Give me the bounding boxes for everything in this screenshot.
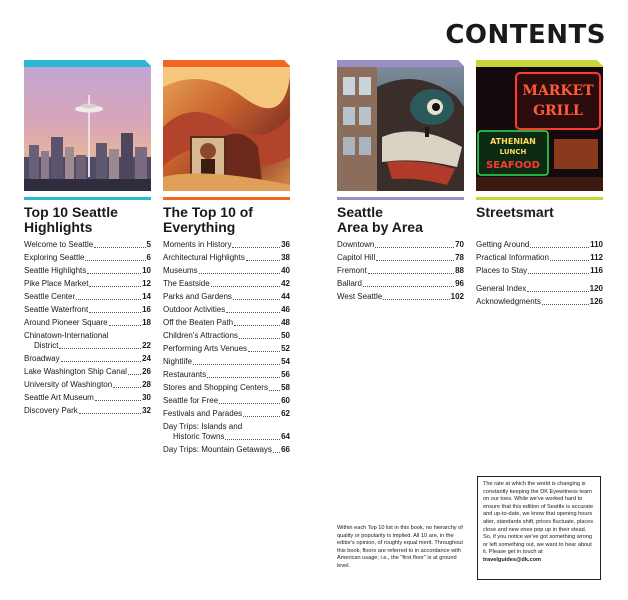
leader-dots: [368, 273, 454, 274]
toc-entry[interactable]: [24, 305, 151, 315]
toc-entry-page: 78: [455, 253, 464, 262]
toc-entry[interactable]: [337, 253, 464, 263]
toc-entry-label: Nightlife: [163, 357, 192, 366]
toc-entry[interactable]: [163, 396, 290, 406]
toc-entry-continued[interactable]: [24, 341, 151, 351]
leader-dots: [527, 291, 588, 292]
toc-entry[interactable]: [24, 240, 151, 250]
section-top10-everything: [163, 60, 290, 458]
toc-entry-label: Architectural Highlights: [163, 253, 245, 262]
toc-list: [24, 240, 151, 416]
toc-entry-label: Museums: [163, 266, 198, 275]
toc-entry[interactable]: [24, 279, 151, 289]
toc-entry[interactable]: [24, 253, 151, 263]
toc-entry-page: 102: [450, 292, 464, 301]
toc-entry[interactable]: [476, 266, 603, 276]
heading-line: Highlights: [24, 219, 93, 235]
leader-dots: [248, 351, 280, 352]
toc-entry-label: Day Trips: Islands and: [163, 422, 243, 431]
neon-sign-text: GRILL: [533, 103, 583, 119]
leader-dots: [383, 299, 449, 300]
toc-entry[interactable]: [163, 445, 290, 455]
leader-dots: [528, 273, 589, 274]
leader-dots: [550, 260, 589, 261]
toc-entry-label: Seattle Highlights: [24, 266, 87, 275]
toc-entry[interactable]: [24, 354, 151, 364]
toc-entry-label: Broadway: [24, 354, 60, 363]
toc-entry-label: Children's Attractions: [163, 331, 238, 340]
leader-dots: [193, 364, 280, 365]
toc-entry-page: 50: [281, 331, 290, 340]
toc-entry-label: University of Washington: [24, 380, 113, 389]
toc-entry-label: Lake Washington Ship Canal: [24, 367, 127, 376]
toc-entry-label: Discovery Park: [24, 406, 78, 415]
toc-entry-page: 54: [281, 357, 290, 366]
leader-dots: [94, 247, 145, 248]
leader-dots: [375, 247, 454, 248]
page-title: CONTENTS: [445, 20, 606, 50]
heading-line: Seattle: [337, 204, 383, 220]
toc-entry[interactable]: [476, 240, 603, 250]
section-divider: [24, 197, 151, 200]
toc-entry-label: Seattle Waterfront: [24, 305, 89, 314]
toc-entry-label: General Index: [476, 284, 527, 293]
toc-entry[interactable]: [337, 266, 464, 276]
toc-entry-label: Restaurants: [163, 370, 207, 379]
toc-entry[interactable]: [163, 305, 290, 315]
toc-entry-label: Pike Place Market: [24, 279, 89, 288]
toc-entry-page: 112: [590, 253, 603, 262]
leader-dots: [243, 416, 280, 417]
toc-entry[interactable]: [24, 393, 151, 403]
toc-entry-label: Outdoor Activities: [163, 305, 226, 314]
leader-dots: [376, 260, 454, 261]
toc-list: [163, 240, 290, 455]
leader-dots: [219, 403, 280, 404]
toc-entry[interactable]: [337, 240, 464, 250]
leader-dots: [95, 400, 141, 401]
toc-entry-label: The Eastside: [163, 279, 210, 288]
toc-entry-page: 10: [142, 266, 151, 275]
toc-entry[interactable]: [163, 331, 290, 341]
toc-entry-page: 120: [589, 284, 603, 293]
leader-dots: [76, 299, 141, 300]
leader-dots: [211, 286, 280, 287]
neon-sign-text: MARKET: [522, 83, 594, 99]
toc-entry-label: Places to Stay: [476, 266, 528, 275]
section-heading: [163, 205, 290, 239]
toc-entry-page: 66: [281, 445, 290, 454]
toc-entry-page: 62: [281, 409, 290, 418]
toc-entry-label: Seattle Center: [24, 292, 76, 301]
toc-list: [337, 240, 464, 302]
toc-entry-label: Historic Towns: [173, 432, 225, 441]
toc-entry[interactable]: [163, 253, 290, 263]
toc-entry-page: 110: [590, 240, 603, 249]
toc-entry-page: 28: [142, 380, 151, 389]
toc-entry[interactable]: [24, 331, 151, 341]
toc-entry-page: 22: [142, 341, 151, 350]
leader-dots: [199, 273, 280, 274]
section-tab: [337, 60, 464, 67]
leader-dots: [273, 452, 280, 453]
heading-line: Everything: [163, 219, 236, 235]
section-divider: [476, 197, 603, 200]
toc-entry-page: 30: [142, 393, 151, 402]
toc-entry-page: 58: [281, 383, 290, 392]
leader-dots: [232, 247, 280, 248]
toc-entry[interactable]: [24, 292, 151, 302]
toc-entry[interactable]: [24, 367, 151, 377]
leader-dots: [234, 325, 280, 326]
toc-entry-page: 116: [590, 266, 603, 275]
toc-entry-label: Exploring Seattle: [24, 253, 85, 262]
heading-line: Top 10 Seattle: [24, 204, 118, 220]
neon-signs-photo: [476, 67, 603, 191]
toc-entry-page: 36: [281, 240, 290, 249]
neon-sign-text: LUNCH: [499, 148, 527, 156]
toc-entry-continued[interactable]: [163, 432, 290, 442]
leader-dots: [87, 273, 141, 274]
toc-entry-page: 38: [281, 253, 290, 262]
neon-sign-text: ATHENIAN: [490, 137, 536, 146]
toc-entry[interactable]: [163, 409, 290, 419]
leader-dots: [269, 390, 280, 391]
toc-entry-page: 126: [589, 297, 603, 306]
toc-entry-label: Day Trips: Mountain Getaways: [163, 445, 272, 454]
toc-entry-label: Seattle for Free: [163, 396, 219, 405]
heading-line: The Top 10 of: [163, 204, 253, 220]
leader-dots: [89, 312, 141, 313]
toc-entry[interactable]: [163, 279, 290, 289]
heading-line: Streetsmart: [476, 204, 554, 220]
toc-entry-label: Capitol Hill: [337, 253, 376, 262]
toc-entry-page: 60: [281, 396, 290, 405]
section-tab: [24, 60, 151, 67]
toc-entry-page: 44: [281, 292, 290, 301]
toc-entry[interactable]: [163, 240, 290, 250]
section-heading: [24, 205, 151, 239]
toc-entry[interactable]: [163, 357, 290, 367]
toc-entry-page: 16: [142, 305, 151, 314]
toc-entry[interactable]: [24, 318, 151, 328]
toc-entry[interactable]: [163, 318, 290, 328]
toc-entry-page: 64: [281, 432, 290, 441]
leader-dots: [542, 304, 589, 305]
toc-entry[interactable]: [163, 422, 290, 432]
leader-dots: [85, 260, 145, 261]
space-needle-skyline-photo: [24, 67, 151, 191]
section-heading: [337, 205, 464, 239]
section-divider: [337, 197, 464, 200]
section-heading: [476, 205, 603, 239]
toc-entry-page: 56: [281, 370, 290, 379]
toc-list: [476, 240, 603, 307]
toc-entry[interactable]: [24, 380, 151, 390]
toc-entry[interactable]: [476, 253, 603, 263]
toc-entry-label: Festivals and Parades: [163, 409, 243, 418]
toc-entry-label: Ballard: [337, 279, 362, 288]
neon-sign-text: SEAFOOD: [486, 160, 540, 171]
toc-entry-label: Downtown: [337, 240, 375, 249]
toc-entry-page: 18: [142, 318, 151, 327]
section-top10-highlights: [24, 60, 151, 419]
hierarchy-note-text: Within each Top 10 list in this book, no hierarchy of quality or popularity is implied. All 10 are, in the editor's opinion, of roughly equal merit. Throughout this book, floors are referred to in accordance with American usage; i.e., the "first floor" is at ground level.: [337, 525, 463, 569]
section-tab: [163, 60, 290, 67]
toc-entry-label: Welcome to Seattle: [24, 240, 94, 249]
leader-dots: [239, 338, 280, 339]
toc-entry[interactable]: [24, 266, 151, 276]
toc-entry-page: 42: [281, 279, 290, 288]
toc-entry-label: Seattle Art Museum: [24, 393, 94, 402]
toc-entry-label: Off the Beaten Path: [163, 318, 234, 327]
feedback-note-text: The rate at which the world is changing is constantly keeping the DK Eyewitness team on our toes. While we've worked hard to ensure that this edition of Seattle is accurate and up-to-date, we know that opening hours alter, standards shift, prices fluctuate, places close and new ones pop up in their stead. So, if you notice we've got something wrong or left something out, we want to hear about it. Please get in touch at: [483, 481, 594, 556]
toc-entry[interactable]: [476, 284, 603, 294]
leader-dots: [246, 260, 280, 261]
toc-entry[interactable]: [24, 406, 151, 416]
leader-dots: [226, 312, 280, 313]
toc-entry-label: Around Pioneer Square: [24, 318, 108, 327]
toc-entry-page: 14: [142, 292, 151, 301]
leader-dots: [61, 361, 142, 362]
toc-entry[interactable]: [163, 383, 290, 393]
toc-entry-page: 6: [146, 253, 151, 262]
toc-entry-page: 52: [281, 344, 290, 353]
leader-dots: [113, 387, 141, 388]
toc-entry-label: West Seattle: [337, 292, 383, 301]
museum-architecture-photo: [163, 67, 290, 191]
totem-pole-photo: [337, 67, 464, 191]
leader-dots: [530, 247, 589, 248]
toc-entry-label: Fremont: [337, 266, 367, 275]
toc-entry-page: 48: [281, 318, 290, 327]
toc-entry-label: Parks and Gardens: [163, 292, 232, 301]
heading-line: Area by Area: [337, 219, 423, 235]
section-divider: [163, 197, 290, 200]
leader-dots: [363, 286, 454, 287]
hierarchy-note: [337, 525, 469, 571]
leader-dots: [128, 374, 141, 375]
toc-entry-page: 32: [142, 406, 151, 415]
feedback-email-link[interactable]: travelguides@dk.com: [483, 556, 541, 563]
toc-entry-label: District: [34, 341, 59, 350]
toc-entry-label: Performing Arts Venues: [163, 344, 248, 353]
leader-dots: [109, 325, 141, 326]
leader-dots: [89, 286, 141, 287]
toc-entry-label: Getting Around: [476, 240, 530, 249]
toc-entry-page: 26: [142, 367, 151, 376]
toc-entry-label: Moments in History: [163, 240, 232, 249]
toc-entry[interactable]: [163, 370, 290, 380]
section-streetsmart: [476, 60, 603, 310]
toc-entry-label: Stores and Shopping Centers: [163, 383, 268, 392]
leader-dots: [233, 299, 280, 300]
feedback-note-box: [477, 476, 601, 580]
toc-entry-page: 96: [455, 279, 464, 288]
toc-entry-page: 40: [281, 266, 290, 275]
section-area-by-area: [337, 60, 464, 305]
toc-entry-page: 5: [146, 240, 151, 249]
toc-entry-page: 24: [142, 354, 151, 363]
toc-entry-label: Chinatown-International: [24, 331, 109, 340]
toc-entry[interactable]: [163, 266, 290, 276]
toc-entry[interactable]: [476, 297, 603, 307]
toc-entry[interactable]: [163, 292, 290, 302]
leader-dots: [59, 348, 141, 349]
toc-entry-label: Acknowledgments: [476, 297, 541, 306]
leader-dots: [79, 413, 141, 414]
section-tab: [476, 60, 603, 67]
toc-entry-page: 88: [455, 266, 464, 275]
toc-entry-page: 70: [455, 240, 464, 249]
leader-dots: [207, 377, 280, 378]
toc-entry[interactable]: [337, 279, 464, 289]
leader-dots: [225, 439, 280, 440]
toc-entry[interactable]: [337, 292, 464, 302]
toc-entry-label: Practical Information: [476, 253, 549, 262]
toc-entry[interactable]: [163, 344, 290, 354]
toc-entry-page: 12: [142, 279, 151, 288]
toc-entry-page: 46: [281, 305, 290, 314]
